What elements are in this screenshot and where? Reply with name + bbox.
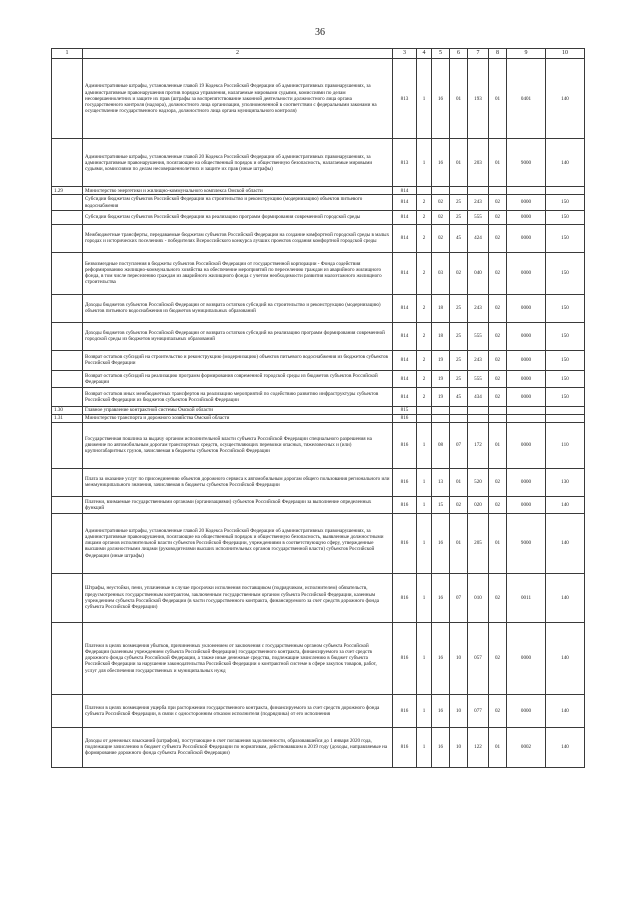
subarticle-code: 203 bbox=[468, 139, 489, 187]
element-code: 02 bbox=[489, 370, 507, 387]
row-number bbox=[52, 195, 83, 210]
income-name: Субсидии бюджетам субъектов Российской Федерации на реализацию программ формирования современной городской среды bbox=[83, 210, 393, 224]
subarticle-code: 010 bbox=[468, 573, 489, 622]
program-code: 0000 bbox=[507, 422, 546, 468]
article-code bbox=[450, 406, 468, 414]
row-number bbox=[52, 422, 83, 468]
subarticle-code: 424 bbox=[468, 224, 489, 252]
table-body bbox=[52, 59, 585, 767]
income-name: Возврат остатков субсидий на реализацию программ формирования современной городской среды из бюджетов субъектов Российской Федерации bbox=[83, 370, 393, 387]
group-code: 2 bbox=[417, 322, 432, 350]
group-code: 1 bbox=[417, 496, 432, 513]
row-number bbox=[52, 322, 83, 350]
row-number: 1.30 bbox=[52, 406, 83, 414]
table-row bbox=[52, 414, 585, 422]
subgroup-code: 19 bbox=[432, 350, 450, 370]
group-code: 2 bbox=[417, 370, 432, 387]
economic-code: 140 bbox=[546, 496, 585, 513]
admin-code: 816 bbox=[393, 422, 417, 468]
admin-code: 814 bbox=[393, 252, 417, 294]
column-header: 2 bbox=[83, 49, 393, 59]
article-code: 01 bbox=[450, 468, 468, 496]
table-row bbox=[52, 139, 585, 187]
subarticle-code: 243 bbox=[468, 350, 489, 370]
subarticle-code: 243 bbox=[468, 195, 489, 210]
element-code: 02 bbox=[489, 294, 507, 322]
program-code: 9000 bbox=[507, 139, 546, 187]
economic-code: 150 bbox=[546, 195, 585, 210]
economic-code: 150 bbox=[546, 210, 585, 224]
budget-classification-table bbox=[51, 48, 585, 768]
income-name: Субсидии бюджетам субъектов Российской Федерации на строительство и реконструкцию (модернизацию) объектов питьевого водоснабжения bbox=[83, 195, 393, 210]
group-code: 1 bbox=[417, 139, 432, 187]
table-row bbox=[52, 187, 585, 195]
element-code: 02 bbox=[489, 694, 507, 727]
row-number bbox=[52, 727, 83, 767]
subarticle-code: 555 bbox=[468, 322, 489, 350]
element-code bbox=[489, 187, 507, 195]
economic-code: 110 bbox=[546, 422, 585, 468]
table-row bbox=[52, 496, 585, 513]
article-code: 02 bbox=[450, 496, 468, 513]
table-row bbox=[52, 694, 585, 727]
subarticle-code bbox=[468, 406, 489, 414]
program-code: 0000 bbox=[507, 370, 546, 387]
table-header-row bbox=[52, 49, 585, 59]
admin-code: 814 bbox=[393, 370, 417, 387]
income-name: Платежи в целях возмещения ущерба при расторжении государственного контракта, финансируемого за счет средств дорожного фонда субъекта Российской Федерации, в связи с односторонним отказом исполнителя (подрядчика) от его исполнения bbox=[83, 694, 393, 727]
row-number bbox=[52, 294, 83, 322]
group-code bbox=[417, 406, 432, 414]
subarticle-code: 193 bbox=[468, 59, 489, 139]
row-number bbox=[52, 573, 83, 622]
economic-code: 130 bbox=[546, 468, 585, 496]
subgroup-code: 16 bbox=[432, 622, 450, 694]
subgroup-code: 08 bbox=[432, 422, 450, 468]
economic-code: 150 bbox=[546, 252, 585, 294]
admin-code: 816 bbox=[393, 694, 417, 727]
subarticle-code: 057 bbox=[468, 622, 489, 694]
column-header: 1 bbox=[52, 49, 83, 59]
element-code: 02 bbox=[489, 322, 507, 350]
admin-code: 816 bbox=[393, 496, 417, 513]
economic-code bbox=[546, 414, 585, 422]
income-name: Плата за оказание услуг по присоединению объектов дорожного сервиса к автомобильным дорогам общего пользования регионального или межмуниципального значения, зачисляемая в бюджеты субъектов Российской Федерации bbox=[83, 468, 393, 496]
element-code: 02 bbox=[489, 210, 507, 224]
economic-code: 150 bbox=[546, 370, 585, 387]
subarticle-code: 555 bbox=[468, 210, 489, 224]
column-header: 9 bbox=[507, 49, 546, 59]
article-code: 10 bbox=[450, 727, 468, 767]
table-row bbox=[52, 727, 585, 767]
table-row bbox=[52, 406, 585, 414]
element-code: 01 bbox=[489, 59, 507, 139]
income-name: Административные штрафы, установленные главой 20 Кодекса Российской Федерации об административных правонарушениях, за административные правонарушения, посягающие на общественный порядок и общественную безопасность, налагаемые мировыми судьями, комиссиями по делам несовершеннолетних и защите их прав (иные штрафы) bbox=[83, 139, 393, 187]
row-number bbox=[52, 350, 83, 370]
subgroup-code bbox=[432, 414, 450, 422]
income-name: Министерство транспорта и дорожного хозяйства Омской области bbox=[83, 414, 393, 422]
group-code: 1 bbox=[417, 573, 432, 622]
group-code: 2 bbox=[417, 294, 432, 322]
program-code: 0000 bbox=[507, 387, 546, 406]
economic-code: 150 bbox=[546, 387, 585, 406]
subarticle-code: 020 bbox=[468, 496, 489, 513]
economic-code: 140 bbox=[546, 573, 585, 622]
admin-code: 814 bbox=[393, 322, 417, 350]
program-code: 0000 bbox=[507, 252, 546, 294]
program-code: 0000 bbox=[507, 210, 546, 224]
income-name: Доходы бюджетов субъектов Российской Федерации от возврата остатков субсидий на реализацию программ формирования современной городской среды из бюджетов муниципальных образований bbox=[83, 322, 393, 350]
program-code: 9000 bbox=[507, 513, 546, 573]
admin-code: 814 bbox=[393, 294, 417, 322]
group-code: 1 bbox=[417, 622, 432, 694]
economic-code: 140 bbox=[546, 59, 585, 139]
admin-code: 813 bbox=[393, 59, 417, 139]
subarticle-code: 040 bbox=[468, 252, 489, 294]
subgroup-code bbox=[432, 406, 450, 414]
table-row bbox=[52, 210, 585, 224]
element-code: 01 bbox=[489, 727, 507, 767]
element-code: 02 bbox=[489, 573, 507, 622]
subarticle-code: 434 bbox=[468, 387, 489, 406]
income-name: Главное управление контрактной системы Омской области bbox=[83, 406, 393, 414]
article-code: 25 bbox=[450, 322, 468, 350]
economic-code: 140 bbox=[546, 622, 585, 694]
subgroup-code: 19 bbox=[432, 387, 450, 406]
group-code: 1 bbox=[417, 422, 432, 468]
admin-code: 816 bbox=[393, 513, 417, 573]
subgroup-code: 03 bbox=[432, 252, 450, 294]
column-header: 7 bbox=[468, 49, 489, 59]
element-code: 02 bbox=[489, 622, 507, 694]
subgroup-code bbox=[432, 187, 450, 195]
economic-code bbox=[546, 187, 585, 195]
subgroup-code: 16 bbox=[432, 694, 450, 727]
economic-code: 140 bbox=[546, 513, 585, 573]
article-code: 25 bbox=[450, 195, 468, 210]
group-code bbox=[417, 187, 432, 195]
element-code: 01 bbox=[489, 139, 507, 187]
row-number bbox=[52, 370, 83, 387]
program-code: 0000 bbox=[507, 322, 546, 350]
table-row bbox=[52, 387, 585, 406]
table-row bbox=[52, 422, 585, 468]
element-code: 02 bbox=[489, 195, 507, 210]
program-code: 0000 bbox=[507, 496, 546, 513]
income-name: Административные штрафы, установленные главой 19 Кодекса Российской Федерации об административных правонарушениях, за административные правонарушения против порядка управления, налагаемые мировыми судьями, комиссиями по делам несовершеннолетних и защите их прав (штрафы за воспрепятствование законной деятельности должностного лица органа государственного контроля (надзора), должностного лица организации, уполномоченной в соответствии с федеральными законами на осуществление государственного надзора, должностного лица органа муниципального контроля) bbox=[83, 59, 393, 139]
group-code: 1 bbox=[417, 59, 432, 139]
subgroup-code: 18 bbox=[432, 294, 450, 322]
subgroup-code: 02 bbox=[432, 195, 450, 210]
economic-code bbox=[546, 406, 585, 414]
article-code: 25 bbox=[450, 294, 468, 322]
subgroup-code: 16 bbox=[432, 59, 450, 139]
subarticle-code: 205 bbox=[468, 513, 489, 573]
table-row bbox=[52, 59, 585, 139]
program-code: 0000 bbox=[507, 350, 546, 370]
element-code bbox=[489, 406, 507, 414]
article-code bbox=[450, 187, 468, 195]
economic-code: 140 bbox=[546, 694, 585, 727]
element-code bbox=[489, 414, 507, 422]
table-row bbox=[52, 195, 585, 210]
group-code: 2 bbox=[417, 387, 432, 406]
column-header: 8 bbox=[489, 49, 507, 59]
element-code: 01 bbox=[489, 513, 507, 573]
row-number: 1.31 bbox=[52, 414, 83, 422]
column-header: 6 bbox=[450, 49, 468, 59]
economic-code: 150 bbox=[546, 322, 585, 350]
group-code: 2 bbox=[417, 195, 432, 210]
article-code: 01 bbox=[450, 59, 468, 139]
table-row bbox=[52, 513, 585, 573]
element-code: 02 bbox=[489, 496, 507, 513]
admin-code: 813 bbox=[393, 139, 417, 187]
subarticle-code: 243 bbox=[468, 294, 489, 322]
subarticle-code: 077 bbox=[468, 694, 489, 727]
article-code: 01 bbox=[450, 139, 468, 187]
subgroup-code: 16 bbox=[432, 139, 450, 187]
subarticle-code: 172 bbox=[468, 422, 489, 468]
group-code: 2 bbox=[417, 350, 432, 370]
subarticle-code: 122 bbox=[468, 727, 489, 767]
program-code: 0011 bbox=[507, 573, 546, 622]
article-code: 45 bbox=[450, 224, 468, 252]
table-row bbox=[52, 252, 585, 294]
income-name: Платежи в целях возмещения убытков, причиненных уклонением от заключения с государственным органом субъекта Российской Федерации (казенным учреждением субъекта Российской Федерации) государственного контракта, финансируемого за счет средств дорожного фонда субъекта Российской Федерации, а также иные денежные средства, подлежащие зачислению в бюджет субъекта Российской Федерации за нарушение законодательства Российской Федерации о контрактной системе в сфере закупок товаров, работ, услуг для обеспечения государственных и муниципальных нужд bbox=[83, 622, 393, 694]
group-code: 2 bbox=[417, 210, 432, 224]
article-code: 10 bbox=[450, 622, 468, 694]
article-code: 01 bbox=[450, 513, 468, 573]
table-row bbox=[52, 294, 585, 322]
economic-code: 140 bbox=[546, 139, 585, 187]
subarticle-code bbox=[468, 414, 489, 422]
program-code: 0000 bbox=[507, 224, 546, 252]
subarticle-code bbox=[468, 187, 489, 195]
page-number: 36 bbox=[315, 27, 325, 38]
subarticle-code: 520 bbox=[468, 468, 489, 496]
row-number bbox=[52, 468, 83, 496]
income-name: Доходы от денежных взысканий (штрафов), поступающие в счет погашения задолженности, образовавшейся до 1 января 2020 года, подлежащие зачислению в бюджет субъекта Российской Федерации по нормативам, действовавшим в 2019 году (доходы, направляемые на формирование дорожного фонда субъекта Российской Федерации) bbox=[83, 727, 393, 767]
article-code: 07 bbox=[450, 422, 468, 468]
row-number bbox=[52, 210, 83, 224]
element-code: 01 bbox=[489, 422, 507, 468]
economic-code: 150 bbox=[546, 224, 585, 252]
subgroup-code: 16 bbox=[432, 513, 450, 573]
group-code bbox=[417, 414, 432, 422]
row-number bbox=[52, 59, 83, 139]
row-number bbox=[52, 139, 83, 187]
income-name: Штрафы, неустойки, пени, уплаченные в случае просрочки исполнения поставщиком (подрядчиком, исполнителем) обязательств, предусмотренных государственным контрактом, заключенным государственным органом субъекта Российской Федерации, казенным учреждением субъекта Российской Федерации (в части государственного контракта, финансируемого за счет средств дорожного фонда субъекта Российской Федерации) bbox=[83, 573, 393, 622]
article-code: 25 bbox=[450, 370, 468, 387]
income-name: Административные штрафы, установленные главой 20 Кодекса Российской Федерации об административных правонарушениях, за административные правонарушения, посягающие на общественный порядок и общественную безопасность, выявленные должностными лицами органов исполнительной власти субъектов Российской Федерации, учреждениями в соответствующую сферу, утвержденные высшими должностными лицами (руководителями высших исполнительных органов государственной власти) субъектов Российской Федерации (иные штрафы) bbox=[83, 513, 393, 573]
column-header: 4 bbox=[417, 49, 432, 59]
program-code: 0000 bbox=[507, 694, 546, 727]
subgroup-code: 13 bbox=[432, 468, 450, 496]
article-code: 02 bbox=[450, 252, 468, 294]
row-number bbox=[52, 252, 83, 294]
group-code: 1 bbox=[417, 468, 432, 496]
table-row bbox=[52, 350, 585, 370]
subgroup-code: 16 bbox=[432, 573, 450, 622]
group-code: 1 bbox=[417, 513, 432, 573]
admin-code: 816 bbox=[393, 414, 417, 422]
table-row bbox=[52, 224, 585, 252]
program-code bbox=[507, 414, 546, 422]
income-name: Безвозмездные поступления в бюджеты субъектов Российской Федерации от государственной корпорации - Фонда содействия реформированию жилищно-коммунального хозяйства на обеспечение мероприятий по переселению граждан из аварийного жилищного фонда, в том числе переселению граждан из аварийного жилищного фонда с учетом необходимости развития малоэтажного жилищного строительства bbox=[83, 252, 393, 294]
subgroup-code: 18 bbox=[432, 322, 450, 350]
row-number bbox=[52, 496, 83, 513]
element-code: 02 bbox=[489, 252, 507, 294]
subgroup-code: 16 bbox=[432, 727, 450, 767]
subgroup-code: 02 bbox=[432, 210, 450, 224]
program-code: 0002 bbox=[507, 727, 546, 767]
admin-code: 814 bbox=[393, 210, 417, 224]
program-code: 0000 bbox=[507, 468, 546, 496]
program-code: 0000 bbox=[507, 622, 546, 694]
column-header: 5 bbox=[432, 49, 450, 59]
column-header: 3 bbox=[393, 49, 417, 59]
table-row bbox=[52, 622, 585, 694]
group-code: 2 bbox=[417, 224, 432, 252]
admin-code: 816 bbox=[393, 573, 417, 622]
subgroup-code: 19 bbox=[432, 370, 450, 387]
group-code: 2 bbox=[417, 252, 432, 294]
subarticle-code: 555 bbox=[468, 370, 489, 387]
table-row bbox=[52, 322, 585, 350]
program-code: 0000 bbox=[507, 294, 546, 322]
article-code bbox=[450, 414, 468, 422]
row-number bbox=[52, 224, 83, 252]
element-code: 02 bbox=[489, 224, 507, 252]
admin-code: 814 bbox=[393, 195, 417, 210]
admin-code: 815 bbox=[393, 406, 417, 414]
admin-code: 814 bbox=[393, 187, 417, 195]
row-number bbox=[52, 513, 83, 573]
article-code: 25 bbox=[450, 350, 468, 370]
admin-code: 814 bbox=[393, 387, 417, 406]
group-code: 1 bbox=[417, 694, 432, 727]
row-number bbox=[52, 622, 83, 694]
income-name: Возврат остатков субсидий на строительство и реконструкцию (модернизацию) объектов питьевого водоснабжения из бюджетов субъектов Российской Федерации bbox=[83, 350, 393, 370]
table-row bbox=[52, 370, 585, 387]
article-code: 25 bbox=[450, 210, 468, 224]
admin-code: 814 bbox=[393, 350, 417, 370]
subgroup-code: 02 bbox=[432, 224, 450, 252]
economic-code: 150 bbox=[546, 350, 585, 370]
article-code: 10 bbox=[450, 694, 468, 727]
row-number bbox=[52, 387, 83, 406]
element-code: 02 bbox=[489, 350, 507, 370]
column-header: 10 bbox=[546, 49, 585, 59]
admin-code: 816 bbox=[393, 727, 417, 767]
income-name: Межбюджетные трансферты, передаваемые бюджетам субъектов Российской Федерации на создание комфортной городской среды в малых городах и исторических поселениях - победителях Всероссийского конкурса лучших проектов создания комфортной городской среды bbox=[83, 224, 393, 252]
income-name: Доходы бюджетов субъектов Российской Федерации от возврата остатков субсидий на строительство и реконструкцию (модернизацию) объектов питьевого водоснабжения из бюджетов муниципальных образований bbox=[83, 294, 393, 322]
subgroup-code: 15 bbox=[432, 496, 450, 513]
income-name: Возврат остатков иных межбюджетных трансфертов на реализацию мероприятий по содействию развитию инфраструктуры субъектов Российской Федерации из бюджетов субъектов Российской Федерации bbox=[83, 387, 393, 406]
economic-code: 140 bbox=[546, 727, 585, 767]
element-code: 02 bbox=[489, 387, 507, 406]
program-code: 0401 bbox=[507, 59, 546, 139]
table-row bbox=[52, 468, 585, 496]
income-name: Государственная пошлина за выдачу органом исполнительной власти субъекта Российской Федерации специального разрешения на движение по автомобильным дорогам транспортных средств, осуществляющих перевозки опасных, тяжеловесных и (или) крупногабаритных грузов, зачисляемая в бюджеты субъектов Российской Федерации bbox=[83, 422, 393, 468]
admin-code: 814 bbox=[393, 224, 417, 252]
row-number: 1.29 bbox=[52, 187, 83, 195]
income-name: Платежи, взимаемые государственными органами (организациями) субъектов Российской Федерации за выполнение определенных функций bbox=[83, 496, 393, 513]
admin-code: 816 bbox=[393, 468, 417, 496]
admin-code: 816 bbox=[393, 622, 417, 694]
group-code: 1 bbox=[417, 727, 432, 767]
table-row bbox=[52, 573, 585, 622]
economic-code: 150 bbox=[546, 294, 585, 322]
article-code: 07 bbox=[450, 573, 468, 622]
element-code: 02 bbox=[489, 468, 507, 496]
income-name: Министерство энергетики и жилищно-коммунального комплекса Омской области bbox=[83, 187, 393, 195]
program-code: 0000 bbox=[507, 195, 546, 210]
program-code bbox=[507, 187, 546, 195]
program-code bbox=[507, 406, 546, 414]
article-code: 45 bbox=[450, 387, 468, 406]
row-number bbox=[52, 694, 83, 727]
